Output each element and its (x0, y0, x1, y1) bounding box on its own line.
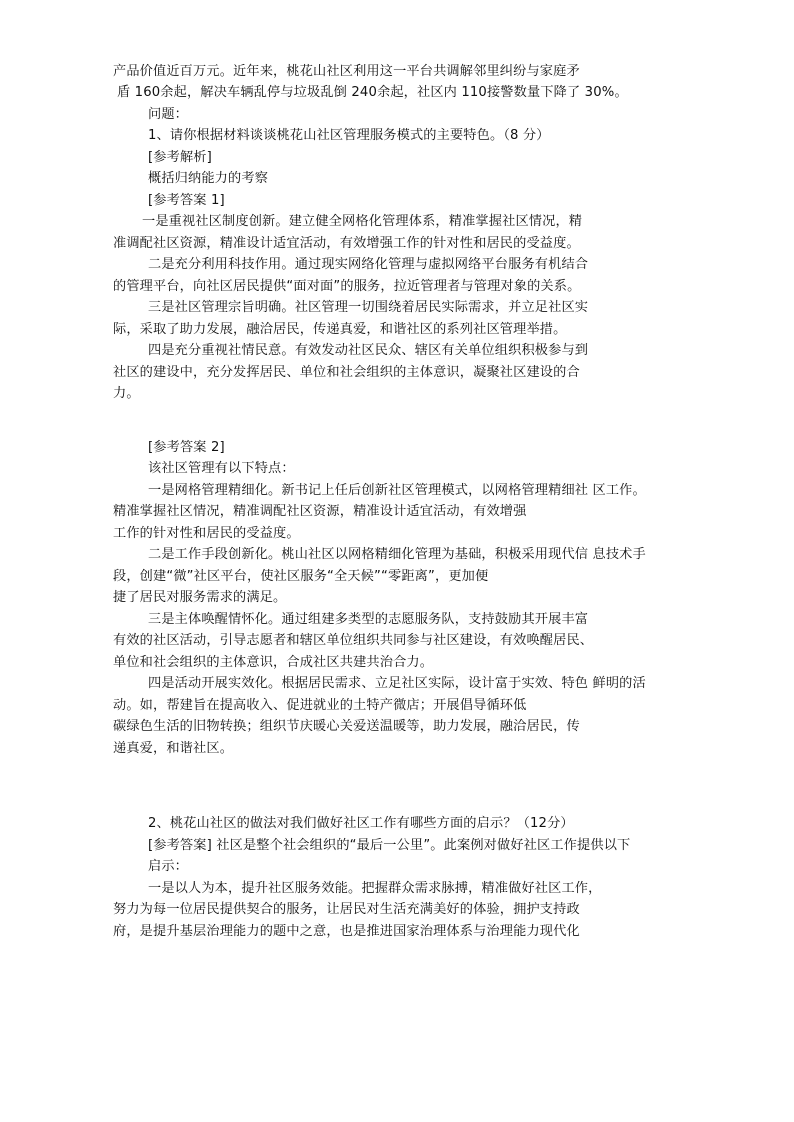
text-line: 府，是提升基层治理能力的题中之意，也是推进国家治理体系与治理能力现代化 (113, 924, 580, 939)
text-line: 二是工作手段创新化。桃山社区以网格精细化管理为基础，积极采用现代信 息技术手 (148, 547, 646, 562)
question-2: 2、桃花山社区的做法对我们做好社区工作有哪些方面的启示？（12分） (148, 816, 574, 831)
text-line: 三是主体唤醒情怀化。通过组建多类型的志愿服务队，支持鼓励其开展丰富 (148, 612, 589, 627)
text-line: 递真爱，和谐社区。 (113, 741, 234, 756)
text-line: 四是充分重视社情民意。有效发动社区民众、辖区有关单位组织积极参与到 (148, 343, 589, 358)
text-line: 该社区管理有以下特点： (148, 461, 295, 476)
text-line: 社区的建设中，充分发挥居民、单位和社会组织的主体意识，凝聚社区建设的合 (113, 365, 580, 380)
text-line: 一是重视社区制度创新。建立健全网格化管理体系，精准掌握社区情况，精 (142, 214, 583, 229)
text-line: 盾 160余起，解决车辆乱停与垃圾乱倒 240余起，社区内 110接警数量下降了 30%。 (117, 85, 628, 100)
text-line: 有效的社区活动，引导志愿者和辖区单位组织共同参与社区建设，有效唤醒居民、 (113, 633, 594, 648)
text-line: 力。 (113, 386, 140, 401)
text-line: 精准掌握社区情况，精准调配社区资源，精准设计适宜活动，有效增强 (113, 504, 527, 519)
text-line: 碳绿色生活的旧物转换；组织节庆暖心关爱送温暖等，助力发展，融洽居民，传 (113, 719, 580, 734)
text-line: 努力为每一位居民提供契合的服务，让居民对生活充满美好的体验，拥护支持政 (113, 902, 580, 917)
text-line: 三是社区管理宗旨明确。社区管理一切围绕着居民实际需求，并立足社区实 (148, 300, 589, 315)
text-line: 问题： (148, 107, 189, 122)
text-line: [参考答案] 社区是整个社会组织的“最后一公里”。此案例对做好社区工作提供以下 (148, 838, 631, 853)
text-line: 一是网格管理精细化。新书记上任后创新社区管理模式，以网格管理精细社 区工作。 (148, 483, 646, 498)
text-line: 准调配社区资源，精准设计适宜活动，有效增强工作的针对性和居民的受益度。 (113, 236, 580, 251)
text-line: 概括归纳能力的考察 (148, 171, 269, 186)
text-line: 单位和社会组织的主体意识，合成社区共建共治合力。 (113, 655, 434, 670)
section-label: [参考答案 1] (148, 193, 225, 208)
text-line: 动。如，帮建旨在提高收入、促进就业的土特产微店；开展倡导循环低 (113, 698, 527, 713)
text-line: 一是以人为本，提升社区服务效能。把握群众需求脉搏，精准做好社区工作， (148, 881, 602, 896)
text-line: 产品价值近百万元。近年来，桃花山社区利用这一平台共调解邻里纠纷与家庭矛 (113, 64, 580, 79)
text-line: 际，采取了助力发展，融洽居民，传递真爱，和谐社区的系列社区管理举措。 (113, 322, 567, 337)
text-line: 启示： (148, 859, 189, 874)
text-line: 工作的针对性和居民的受益度。 (113, 526, 300, 541)
text-line: 四是活动开展实效化。根据居民需求、立足社区实际，设计富于实效、特色 鲜明的活 (148, 676, 646, 691)
text-line: 二是充分利用科技作用。通过现实网络化管理与虚拟网络平台服务有机结合 (148, 257, 589, 272)
text-line: 捷了居民对服务需求的满足。 (113, 590, 287, 605)
text-line: 的管理平台，向社区居民提供“面对面”的服务，拉近管理者与管理对象的关系。 (113, 279, 581, 294)
section-label: [参考答案 2] (148, 440, 225, 455)
question-1: 1、请你根据材料谈谈桃花山社区管理服务模式的主要特色。（8 分） (148, 128, 550, 143)
section-label: [参考解析] (148, 150, 212, 165)
text-line: 段，创建“微”社区平台，使社区服务“全天候”“零距离”，更加便 (113, 569, 489, 584)
